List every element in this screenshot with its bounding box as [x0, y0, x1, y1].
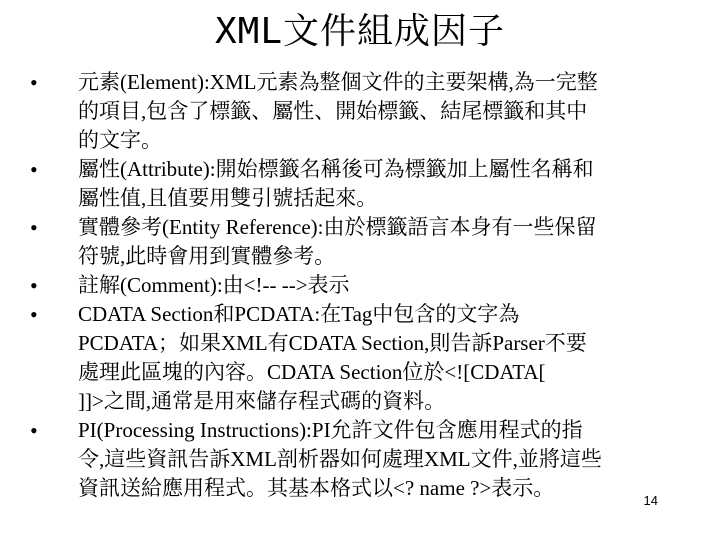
bullet-line: 令,這些資訊告訴XML剖析器如何處理XML文件,並將這些 [78, 447, 602, 471]
bullet-line: 屬性(Attribute):開始標籤名稱後可為標籤加上屬性名稱和 [78, 157, 594, 181]
bullet-line: CDATA Section和PCDATA:在Tag中包含的文字為 [78, 302, 520, 326]
page-number: 14 [643, 493, 658, 508]
bullet-dot-icon: • [30, 273, 38, 298]
bullet-comment [30, 271, 680, 300]
bullet-dot-icon: • [30, 418, 38, 443]
bullet-processing-instructions [30, 416, 680, 503]
bullet-line: PCDATA；如果XML有CDATA Section,則告訴Parser不要 [78, 331, 587, 355]
bullet-line: 符號,此時會用到實體參考。 [78, 244, 336, 268]
bullet-line: 實體參考(Entity Reference):由於標籤語言本身有一些保留 [78, 215, 597, 239]
bullet-dot-icon: • [30, 215, 38, 240]
slide-title: XML文件組成因子 [214, 11, 506, 52]
bullet-attribute [30, 155, 680, 213]
bullet-line: 的文字。 [78, 128, 162, 152]
bullet-line: ]]>之間,通常是用來儲存程式碼的資料。 [78, 389, 446, 413]
bullet-entity-reference [30, 213, 680, 271]
bullet-line: 元素(Element):XML元素為整個文件的主要架構,為一完整 [78, 70, 598, 94]
bullet-line: 的項目,包含了標籤、屬性、開始標籤、結尾標籤和其中 [78, 99, 588, 123]
bullet-dot-icon: • [30, 157, 38, 182]
bullet-element [30, 68, 680, 155]
bullet-line: 屬性值,且值要用雙引號括起來。 [78, 186, 378, 210]
bullet-line: 處理此區塊的內容。CDATA Section位於<![CDATA[ [78, 360, 546, 384]
bullet-line: 註解(Comment):由<!-- -->表示 [78, 273, 350, 297]
bullet-dot-icon: • [30, 302, 38, 327]
bullet-cdata-section [30, 300, 680, 416]
bullet-line: 資訊送給應用程式。其基本格式以<? name ?>表示。 [78, 476, 555, 500]
bullet-line: PI(Processing Instructions):PI允許文件包含應用程式的指 [78, 418, 583, 442]
bullet-list [30, 68, 680, 503]
bullet-dot-icon: • [30, 70, 38, 95]
